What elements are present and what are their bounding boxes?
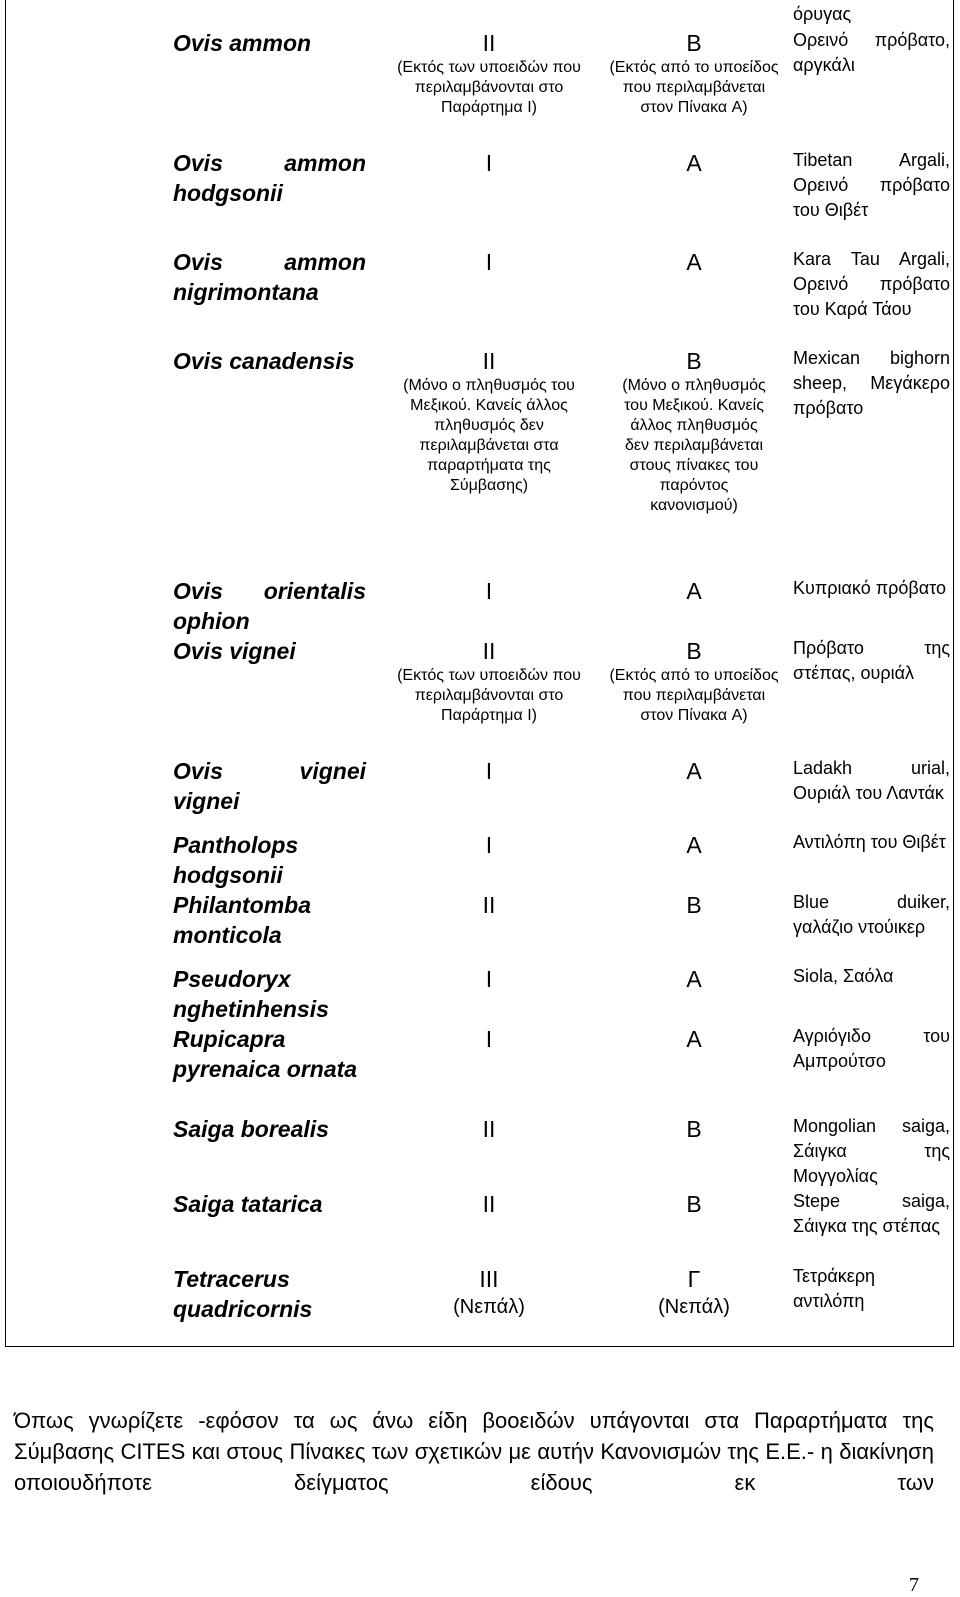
species-name: Rupicapra pyrenaica ornata — [173, 1026, 358, 1082]
appendix-cell — [374, 1264, 604, 1320]
appendix-value: I — [485, 150, 493, 176]
common-name: Stepe saiga, Σάιγκα της στέπας — [793, 1191, 950, 1236]
species-name: Pseudoryx nghetinhensis — [173, 966, 329, 1022]
common-name: Ορεινό πρόβατο, αργκάλι — [793, 30, 950, 75]
appendix-note: (Εκτός των υποειδών που περιλαμβάνονται στο Παράρτημα I) — [397, 667, 581, 724]
appendix-note: (Μόνο ο πληθυσμός του Μεξικού. Κανείς άλλος πληθυσμός δεν περιλαμβάνεται στα παραρτήματα της Σύμβασης) — [403, 377, 575, 494]
species-name: Ovis ammon — [173, 30, 312, 56]
body-paragraph: Όπως γνωρίζετε -εφόσον τα ως άνω είδη βοοειδών υπάγονται στα Παραρτήματα της Σύμβασης CITES και στους Πίνακες των σχετικών με αυτήν Κανονισμών της Ε.Ε.- η διακίνηση οποιουδήποτε δείγματος είδους εκ των — [14, 1408, 934, 1495]
appendix-value: I — [485, 966, 493, 992]
species-name: Ovis canadensis — [173, 348, 355, 374]
common-name: Τετράκερη αντιλόπη — [793, 1266, 876, 1311]
appendix-value: II — [482, 638, 496, 664]
appendix-value: II — [482, 892, 496, 918]
appendix-cell — [374, 346, 604, 496]
common-name: Ladakh urial, Ουριάλ του Λαντάκ — [793, 758, 950, 803]
species-name: Ovis orientalis ophion — [173, 578, 366, 634]
species-table — [6, 0, 953, 1346]
annex-value: A — [686, 578, 702, 604]
annex-note: (Εκτός από το υποείδος που περιλαμβάνεται στον Πίνακα A) — [609, 667, 779, 724]
common-name: Mongolian saiga, Σάιγκα της Μογγολίας — [793, 1116, 950, 1186]
annex-value: A — [686, 758, 702, 784]
top-fragment: όρυγας — [793, 4, 852, 24]
annex-value: A — [686, 1026, 702, 1052]
appendix-value: I — [485, 249, 493, 275]
annex-value: Γ — [687, 1266, 701, 1292]
species-name: Philantomba monticola — [173, 892, 312, 948]
annex-value: A — [686, 966, 702, 992]
appendix-note: (Εκτός των υποειδών που περιλαμβάνονται στο Παράρτημα I) — [397, 59, 581, 116]
annex-value: B — [686, 892, 702, 918]
species-name: Ovis ammon nigrimontana — [173, 249, 366, 305]
annex-value: B — [686, 348, 702, 374]
annex-value: B — [686, 1191, 702, 1217]
common-name: Πρόβατο της στέπας, ουριάλ — [793, 638, 950, 683]
appendix-cell — [374, 636, 604, 726]
appendix-value: I — [485, 578, 493, 604]
appendix-value: I — [485, 1026, 493, 1052]
appendix-value: II — [482, 1191, 496, 1217]
species-name: Ovis ammon hodgsonii — [173, 150, 366, 206]
species-name: Tetracerus quadricornis — [173, 1266, 313, 1322]
appendix-value: II — [482, 348, 496, 374]
annex-value: B — [686, 30, 702, 56]
common-name: Blue duiker, γαλάζιο ντούικερ — [793, 892, 950, 937]
species-name: Pantholops hodgsonii — [173, 832, 299, 888]
appendix-note: (Νεπάλ) — [453, 1296, 525, 1318]
common-name: Αντιλόπη του Θιβέτ — [793, 832, 946, 852]
annex-value: B — [686, 638, 702, 664]
common-name: Κυπριακό πρόβατο — [793, 578, 946, 598]
common-name: Αγριόγιδο του Αμπρούτσο — [793, 1026, 950, 1071]
annex-note: (Νεπάλ) — [658, 1296, 730, 1318]
common-name: Siola, Σαόλα — [793, 966, 894, 986]
species-name: Saiga tatarica — [173, 1191, 323, 1217]
annex-cell — [606, 1264, 782, 1320]
appendix-value: II — [482, 30, 496, 56]
species-name: Saiga borealis — [173, 1116, 329, 1142]
annex-cell — [606, 28, 782, 118]
appendix-value: I — [485, 758, 493, 784]
common-name: Tibetan Argali, Ορεινό πρόβατο του Θιβέτ — [793, 150, 950, 220]
annex-value: A — [686, 249, 702, 275]
annex-cell — [606, 636, 782, 726]
annex-cell — [606, 346, 782, 516]
appendix-value: II — [482, 1116, 496, 1142]
appendix-cell — [374, 28, 604, 118]
annex-value: B — [686, 1116, 702, 1142]
table-frame — [5, 0, 954, 1347]
annex-note: (Μόνο ο πληθυσμός του Μεξικού. Κανείς άλλος πληθυσμός δεν περιλαμβάνεται στους πίνακες του παρόντος κανονισμού) — [622, 377, 766, 514]
appendix-value: III — [479, 1266, 499, 1292]
common-name: Kara Tau Argali, Ορεινό πρόβατο του Καρά Τάου — [793, 249, 950, 319]
annex-note: (Εκτός από το υποείδος που περιλαμβάνεται στον Πίνακα A) — [609, 59, 779, 116]
species-name: Ovis vignei — [173, 638, 296, 664]
page-number: 7 — [909, 1574, 919, 1596]
annex-value: A — [686, 150, 702, 176]
species-name: Ovis vignei vignei — [173, 758, 366, 814]
appendix-value: I — [485, 832, 493, 858]
annex-value: A — [686, 832, 702, 858]
common-name: Mexican bighorn sheep, Μεγάκερο πρόβατο — [793, 348, 950, 418]
